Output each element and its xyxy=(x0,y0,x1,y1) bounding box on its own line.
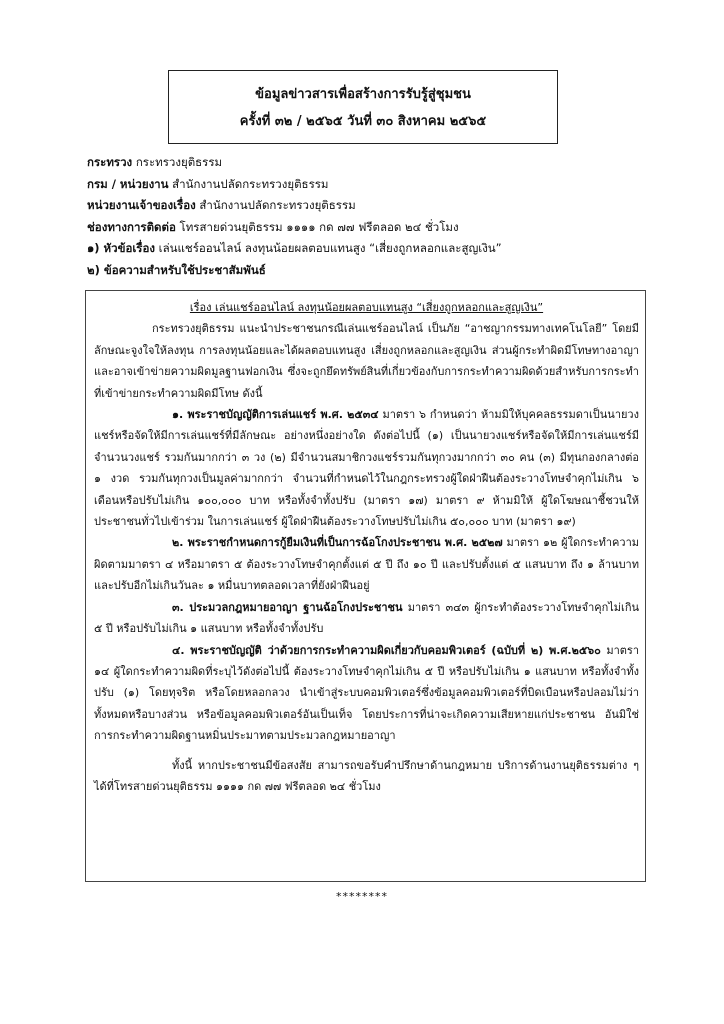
meta-contact xyxy=(87,217,647,239)
content-subject: เรื่อง เล่นแชร์ออนไลน์ ลงทุนน้อยผลตอบแทนสูง “เสี่ยงถูกหลอกและสูญเงิน” xyxy=(189,301,544,314)
owner-value: สำนักงานปลัดกระทรวงยุติธรรม xyxy=(199,198,356,212)
law-4-paragraph xyxy=(94,640,639,747)
law-2-text: มาตรา ๑๒ ผู้ใดกระทำความผิดตามมาตรา ๔ หรือมาตรา ๕ ต้องระวางโทษจำคุกตั้งแต่ ๕ ปี ถึง ๑๐ ปี และปรับตั้งแต่ ๕ แสนบาท ถึง ๑ ล้านบาท และปรับอีกไม่เกินวันละ ๑ หมื่นบาทตลอดเวลาที่ยังฝ่าฝืนอยู่ xyxy=(94,536,639,593)
dept-label: กรม / หน่วยงาน xyxy=(87,176,169,191)
pr-content-box xyxy=(85,290,646,882)
header-issue: ครั้งที่ ๓๒ / ๒๕๖๕ วันที่ ๓๐ สิงหาคม ๒๕๖๕ xyxy=(239,114,487,129)
meta-owner xyxy=(87,195,647,217)
ministry-value: กระทรวงยุติธรรม xyxy=(135,155,223,169)
end-marker: ******** xyxy=(336,890,388,903)
law-3-title: ๓. ประมวลกฎหมายอาญา ฐานฉ้อโกงประชาชน xyxy=(172,600,403,614)
law-1-text: มาตรา ๖ กำหนดว่า ห้ามมิให้บุคคลธรรมดาเป็นนายวงแชร์หรือจัดให้มีการเล่นแชร์ที่มีลักษณะ อย่างหนึ่งอย่างใด ดังต่อไปนี้ (๑) เป็นนายวงแชร์หรือจัดให้มีการเล่นแชร์มีจำนวนวงแชร์ รวมกันมากกว่า ๓ วง (๒) มีจำนวนสมาชิกวงแชร์รวมกันทุกวงมากกว่า ๓๐ คน (๓) มีทุนกองกลางต่อ ๑ งวด รวมกันทุกวงเป็นมูลค่ามากกว่า จำนวนที่กำหนดไว้ในกฎกระทรวงผู้ใดฝ่าฝืนต้องระวางโทษจำคุกไม่เกิน ๖ เดือนหรือปรับไม่เกิน ๑๐๐,๐๐๐ บาท หรือทั้งจำทั้งปรับ (มาตรา ๑๗) มาตรา ๙ ห้ามมิให้ ผู้ใดโฆษณาชี้ชวนให้ประชาชนทั่วไปเข้าร่วม ในการเล่นแชร์ ผู้ใดฝ่าฝืนต้องระวางโทษปรับไม่เกิน ๕๐,๐๐๐ บาท (มาตรา ๑๙) xyxy=(94,408,639,529)
law-2-title: ๒. พระราชกำหนดการกู้ยืมเงินที่เป็นการฉ้อโกงประชาชน พ.ศ. ๒๕๒๗ xyxy=(172,536,503,550)
contact-value: โทรสายด่วนยุติธรรม ๑๑๑๑ กด ๗๗ ฟรีตลอด ๒๔ ชั่วโมง xyxy=(179,219,459,234)
ministry-label: กระทรวง xyxy=(87,155,133,169)
law-3-text: มาตรา ๓๔๓ ผู้กระทำต้องระวางโทษจำคุกไม่เกิน ๕ ปี หรือปรับไม่เกิน ๑ แสนบาท หรือทั้งจำทั้งปรับ xyxy=(94,600,639,636)
law-1-paragraph xyxy=(94,404,639,532)
intro-paragraph: กระทรวงยุติธรรม แนะนำประชาชนกรณีเล่นแชร์ออนไลน์ เป็นภัย “อาชญากรรมทางเทคโนโลยี” โดยมีลักษณะจูงใจให้ลงทุน การลงทุนน้อยและได้ผลตอบแทนสูง เสี่ยงถูกหลอกและสูญเงิน ส่วนผู้กระทำผิดมีโทษทางอาญาและอาจเข้าข่ายความผิดมูลฐานฟอกเงิน ซึ่งจะถูกยึดทรัพย์สินที่เกี่ยวข้องกับการกระทำความผิดด้วยสำหรับการกระทำที่เข้าข่ายกระทำความผิดมีโทษ ดังนี้ xyxy=(94,322,639,400)
dept-value: สำนักงานปลัดกระทรวงยุติธรรม xyxy=(172,176,329,191)
meta-pr xyxy=(87,260,647,282)
contact-label: ช่องทางการติดต่อ xyxy=(87,219,176,234)
closing-paragraph: ทั้งนี้ หากประชาชนมีข้อสงสัย สามารถขอรับคำปรึกษาด้านกฎหมาย บริการด้านงานยุติธรรมต่าง ๆ ได้ที่โทรสายด่วนยุติธรรม ๑๑๑๑ กด ๗๗ ฟรีตลอด ๒๔ ชั่วโมง xyxy=(94,758,639,793)
owner-label: หน่วยงานเจ้าของเรื่อง xyxy=(87,198,196,212)
meta-topic xyxy=(87,238,647,260)
meta-ministry xyxy=(87,152,647,174)
meta-dept xyxy=(87,174,647,196)
topic-value: เล่นแชร์ออนไลน์ ลงทุนน้อยผลตอบแทนสูง “เสี่ยงถูกหลอกและสูญเงิน” xyxy=(158,241,502,255)
meta-section xyxy=(87,152,647,281)
pr-label: ๒) ข้อความสำหรับใช้ประชาสัมพันธ์ xyxy=(87,262,266,277)
law-1-title: ๑. พระราชบัญญัติการเล่นแชร์ พ.ศ. ๒๕๓๔ xyxy=(172,408,379,422)
header-title: ข้อมูลข่าวสารเพื่อสร้างการรับรู้สู่ชุมชน xyxy=(255,87,471,102)
law-3-paragraph xyxy=(94,597,639,640)
law-2-paragraph xyxy=(94,532,639,596)
header-box xyxy=(168,70,558,144)
law-4-title: ๔. พระราชบัญญัติ ว่าด้วยการกระทำความผิดเกี่ยวกับคอมพิวเตอร์ (ฉบับที่ ๒) พ.ศ.๒๕๖๐ xyxy=(172,643,601,657)
topic-label: ๑) หัวข้อเรื่อง xyxy=(87,241,155,255)
law-4-text: มาตรา ๑๔ ผู้ใดกระทำความผิดที่ระบุไว้ดังต่อไปนี้ ต้องระวางโทษจำคุกไม่เกิน ๕ ปี หรือปรับไม่เกิน ๑ แสนบาท หรือทั้งจำทั้งปรับ (๑) โดยทุจริต หรือโดยหลอกลวง นำเข้าสู่ระบบคอมพิวเตอร์ซึ่งข้อมูลคอมพิวเตอร์ที่บิดเบือนหรือปลอมไม่ว่าทั้งหมดหรือบางส่วน หรือข้อมูลคอมพิวเตอร์อันเป็นเท็จ โดยประการที่น่าจะเกิดความเสียหายแก่ประชาชน อันมิใช่การกระทำความผิดฐานหมิ่นประมาทตามประมวลกฎหมายอาญา xyxy=(94,643,640,743)
